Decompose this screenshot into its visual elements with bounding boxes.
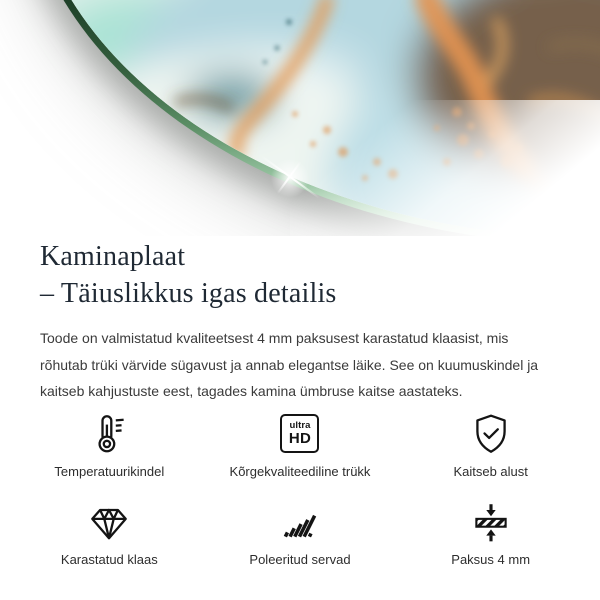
- feature-label: Temperatuurikindel: [54, 463, 165, 479]
- marble-artwork: [27, 0, 600, 236]
- feature-protects-base: [395, 411, 586, 479]
- shield-check-icon: [468, 411, 514, 457]
- product-description: Toode on valmistatud kvaliteetsest 4 mm paksusest karastatud klaasist, mis rõhutab trüki värvide sügavust ja annab elegantse läike. See on kuumuskindel ja kaitseb kahjustuste eest, tagades kamina ümbruse kaitse aastateks.: [40, 330, 539, 399]
- ultra-hd-text-top: ultra: [289, 419, 311, 431]
- thermometer-icon: [86, 411, 132, 457]
- compressed-thickness-icon: [468, 499, 514, 545]
- product-info: [0, 236, 600, 567]
- feature-label: Poleeritud servad: [249, 551, 351, 567]
- marble-ink-art: [27, 0, 600, 236]
- polished-edges-icon: [277, 499, 323, 545]
- feature-label: Kõrgekvaliteediline trükk: [229, 463, 371, 479]
- feature-tempered-glass: [14, 499, 205, 567]
- feature-print-quality: [205, 411, 396, 479]
- feature-temperature: [14, 411, 205, 479]
- page-title: [0, 236, 600, 312]
- feature-label: Paksus 4 mm: [451, 551, 531, 567]
- title-line-2: – Täiuslikkus igas detailis: [40, 278, 337, 309]
- features-grid: [14, 411, 586, 567]
- title-line-1: Kaminaplaat: [40, 241, 186, 272]
- feature-polished-edges: [205, 499, 396, 567]
- feature-label: Kaitseb alust: [453, 463, 528, 479]
- product-hero-image: [0, 0, 600, 236]
- diamond-icon: [86, 499, 132, 545]
- feature-label: Karastatud klaas: [60, 551, 158, 567]
- ultra-hd-icon: [280, 411, 319, 457]
- ultra-hd-text-bottom: HD: [288, 430, 312, 448]
- glass-plate: [20, 0, 600, 236]
- feature-thickness: [395, 499, 586, 567]
